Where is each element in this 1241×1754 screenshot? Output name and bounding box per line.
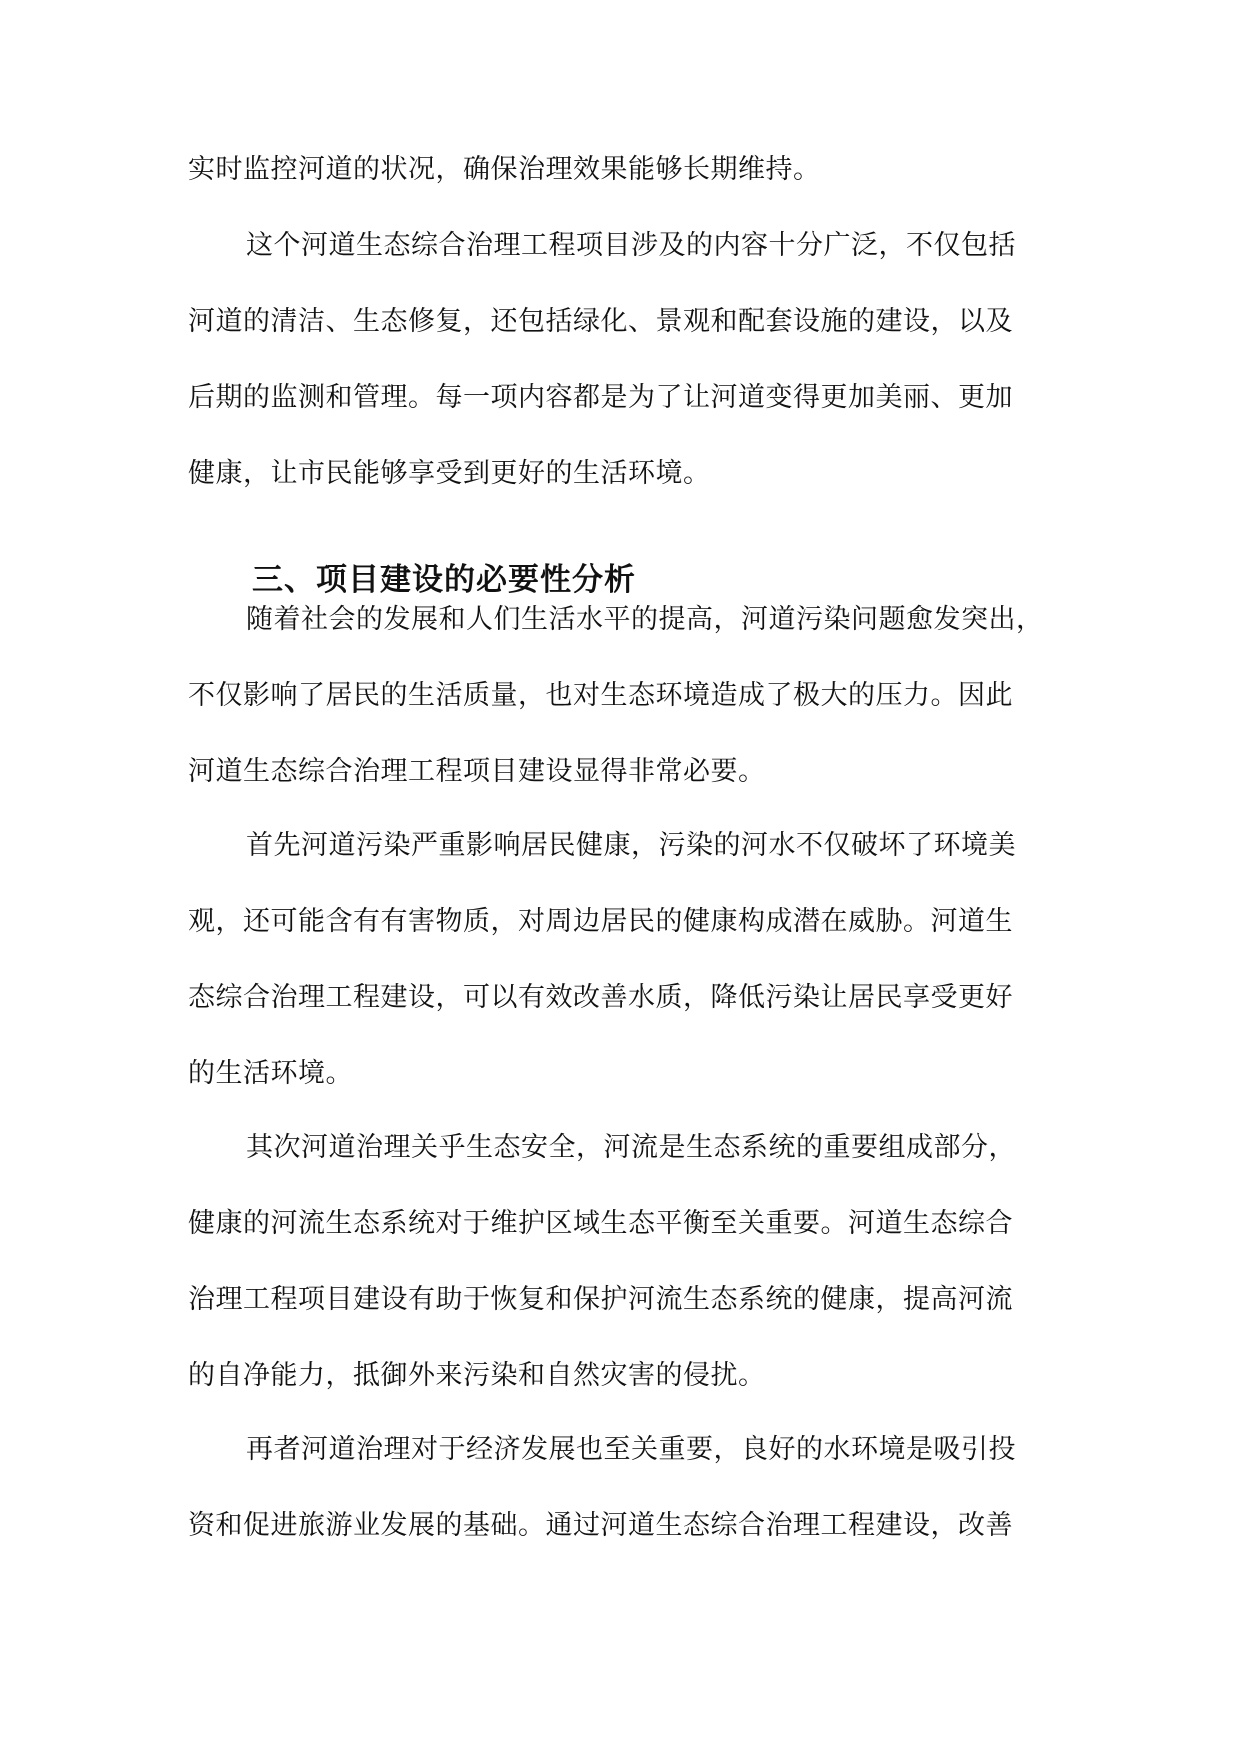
- text-line: 这个河道生态综合治理工程项目涉及的内容十分广泛，不仅包括: [246, 230, 1016, 261]
- paragraph-ecological-safety: [188, 1110, 1048, 1414]
- paragraph-continuation: [188, 132, 1048, 208]
- paragraph-economic-development: [188, 1412, 1048, 1564]
- text-line: 后期的监测和管理。每一项内容都是为了让河道变得更加美丽、更加: [188, 382, 1013, 413]
- text-line: 实时监控河道的状况，确保治理效果能够长期维持。: [188, 154, 821, 185]
- section-heading: 三、项目建设的必要性分析: [252, 562, 636, 598]
- paragraph-necessity-intro: [188, 582, 1048, 810]
- text-line: 态综合治理工程建设，可以有效改善水质，降低污染让居民享受更好: [188, 982, 1013, 1013]
- paragraph-health-impact: [188, 808, 1048, 1112]
- text-line: 健康的河流生态系统对于维护区域生态平衡至关重要。河道生态综合: [188, 1208, 1013, 1239]
- text-line: 不仅影响了居民的生活质量，也对生态环境造成了极大的压力。因此: [188, 680, 1013, 711]
- text-line: 资和促进旅游业发展的基础。通过河道生态综合治理工程建设，改善: [188, 1510, 1013, 1541]
- text-line: 健康，让市民能够享受到更好的生活环境。: [188, 458, 711, 489]
- text-line: 河道的清洁、生态修复，还包括绿化、景观和配套设施的建设，以及: [188, 306, 1013, 337]
- text-line: 首先河道污染严重影响居民健康，污染的河水不仅破坏了环境美: [246, 830, 1016, 861]
- paragraph-project-scope: [188, 208, 1048, 512]
- text-line: 河道生态综合治理工程项目建设显得非常必要。: [188, 756, 766, 787]
- text-line: 治理工程项目建设有助于恢复和保护河流生态系统的健康，提高河流: [188, 1284, 1013, 1315]
- text-line: 再者河道治理对于经济发展也至关重要，良好的水环境是吸引投: [246, 1434, 1016, 1465]
- text-line: 其次河道治理关乎生态安全，河流是生态系统的重要组成部分，: [246, 1132, 1016, 1163]
- text-line: 随着社会的发展和人们生活水平的提高，河道污染问题愈发突出，: [246, 604, 1044, 635]
- text-line: 的自净能力，抵御外来污染和自然灾害的侵扰。: [188, 1360, 766, 1391]
- text-line: 的生活环境。: [188, 1058, 353, 1089]
- text-line: 观，还可能含有有害物质，对周边居民的健康构成潜在威胁。河道生: [188, 906, 1013, 937]
